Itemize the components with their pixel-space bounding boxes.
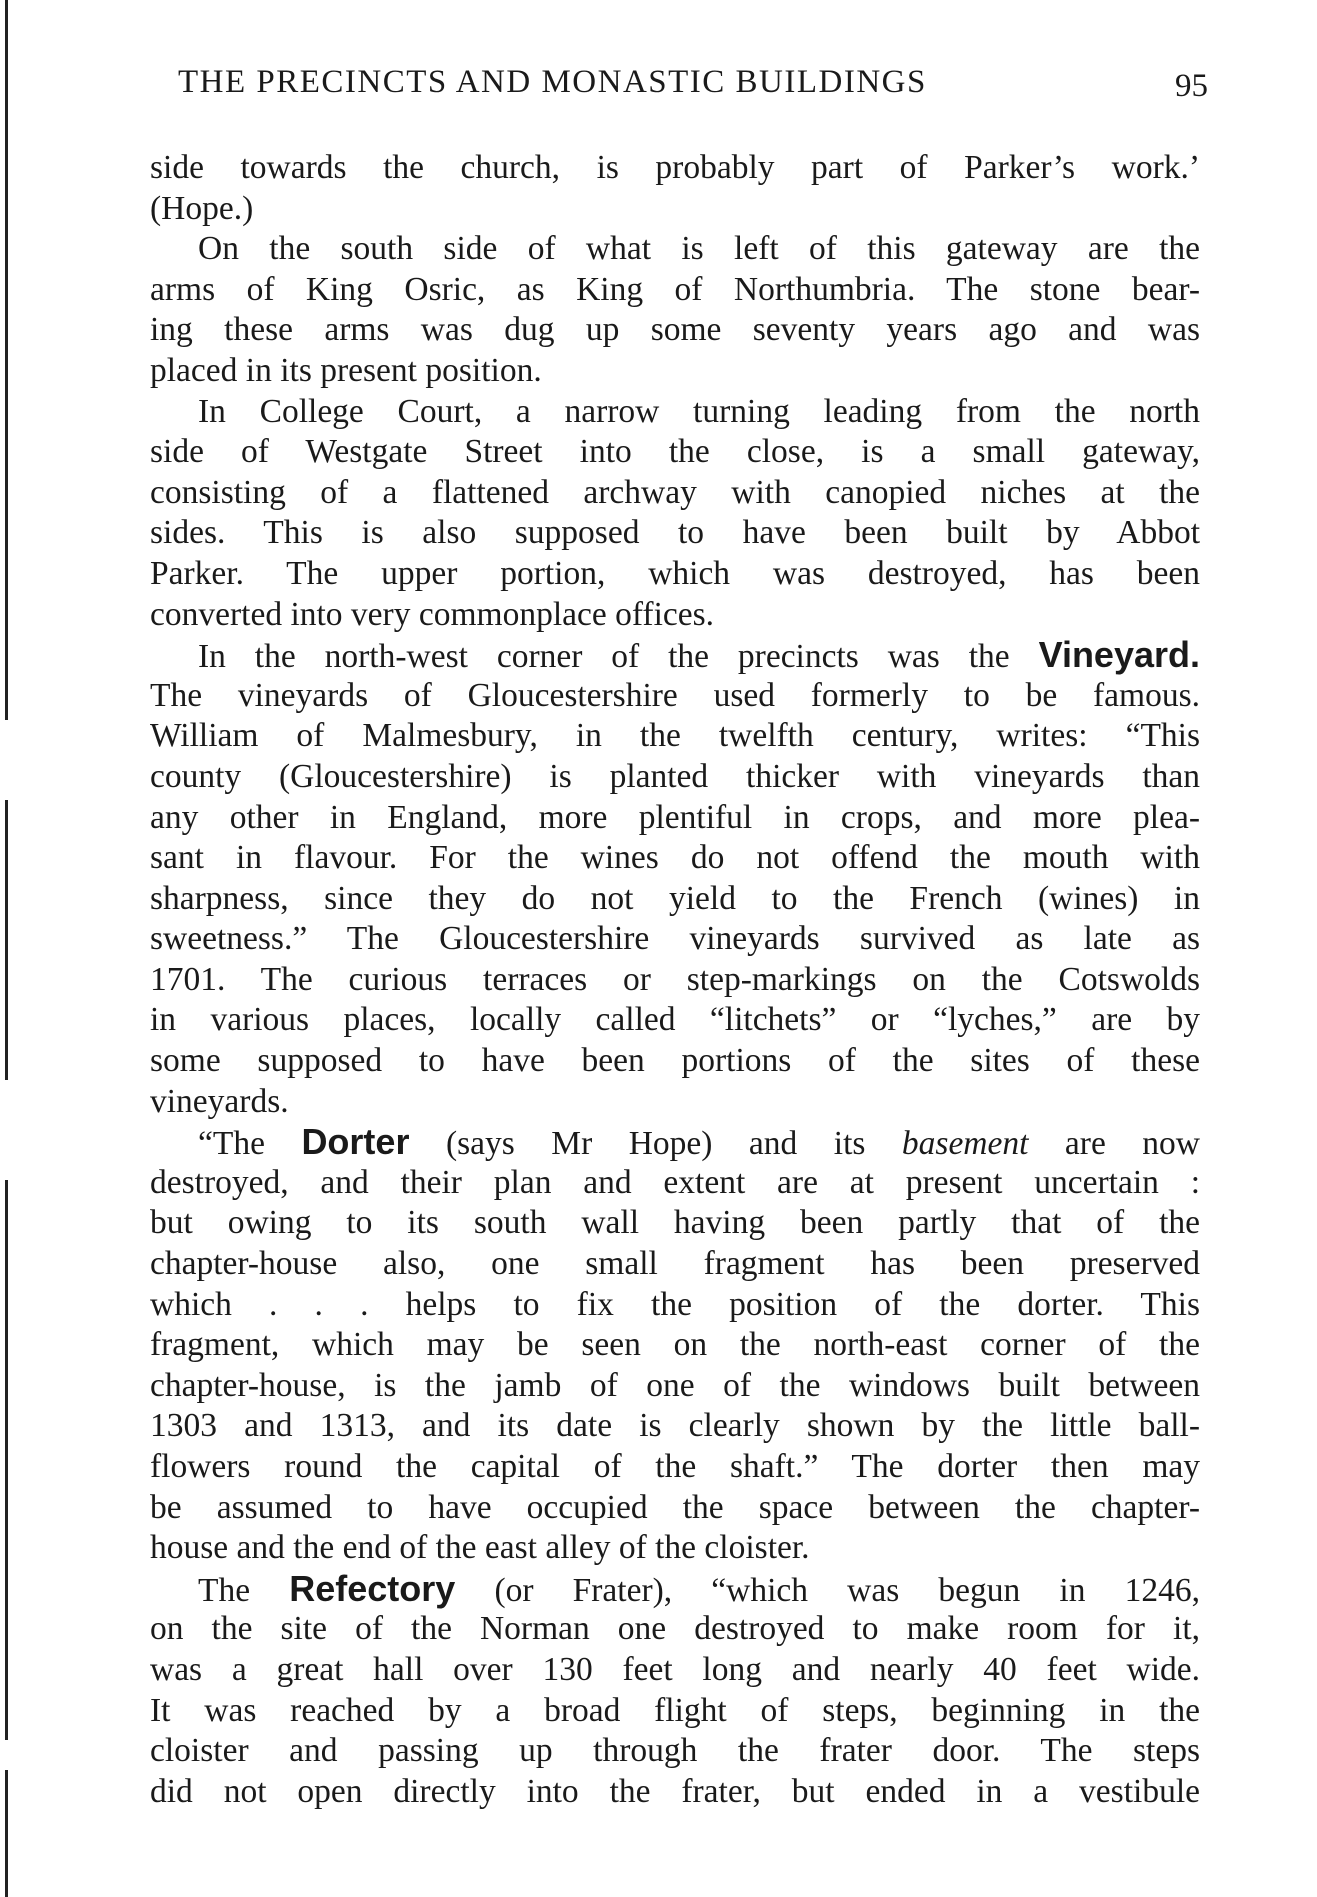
text-run: destroyed, and their plan and extent are at present uncertain : bbox=[150, 1163, 1200, 1201]
text-line bbox=[150, 960, 1200, 1001]
text-run: sides. This is also supposed to have been built by Abbot bbox=[150, 514, 1200, 552]
paragraph bbox=[150, 635, 1200, 1122]
bold-heading-term: Dorter bbox=[301, 1121, 410, 1163]
running-title: THE PRECINCTS AND MONASTIC BUILDINGS bbox=[178, 64, 927, 100]
text-line bbox=[150, 1691, 1200, 1732]
text-line bbox=[150, 1528, 1200, 1569]
text-line bbox=[150, 838, 1200, 879]
text-run: but owing to its south wall having been partly that of the bbox=[150, 1204, 1200, 1242]
text-line bbox=[150, 229, 1200, 270]
text-line bbox=[150, 189, 1200, 230]
text-run: on the site of the Norman one destroyed to make room for it, bbox=[150, 1610, 1200, 1648]
text-run: arms of King Osric, as King of Northumbria. The stone bear- bbox=[150, 270, 1200, 308]
paragraph bbox=[150, 1122, 1200, 1569]
text-line bbox=[150, 1609, 1200, 1650]
text-run: 1701. The curious terraces or step-markings on the Cotswolds bbox=[150, 960, 1200, 998]
page-edge-mark bbox=[5, 1770, 8, 1897]
text-run: flowers round the capital of the shaft.” The dorter then may bbox=[150, 1448, 1200, 1485]
text-line bbox=[150, 757, 1200, 798]
bold-heading-term: Refectory bbox=[289, 1567, 456, 1609]
text-run: (Hope.) bbox=[150, 189, 254, 227]
text-line bbox=[150, 1000, 1200, 1041]
text-run: William of Malmesbury, in the twelfth century, writes: “This bbox=[150, 717, 1200, 755]
text-line bbox=[150, 595, 1200, 636]
text-line bbox=[150, 554, 1200, 595]
page-number: 95 bbox=[1175, 68, 1208, 104]
text-line bbox=[150, 1772, 1200, 1813]
text-run: was a great hall over 130 feet long and nearly 40 feet wide. bbox=[150, 1650, 1200, 1688]
text-run: It was reached by a broad flight of steps, beginning in the bbox=[150, 1691, 1200, 1729]
text-line bbox=[150, 1650, 1200, 1691]
text-run: 1303 and 1313, and its date is clearly shown by the little ball- bbox=[150, 1407, 1200, 1445]
text-run: fragment, which may be seen on the north-east corner of the bbox=[150, 1326, 1200, 1364]
text-run: consisting of a flattened archway with canopied niches at the bbox=[150, 473, 1200, 511]
text-run: cloister and passing up through the frater door. The steps bbox=[150, 1732, 1200, 1770]
text-run: sant in flavour. For the wines do not offend the mouth with bbox=[150, 839, 1200, 877]
text-line bbox=[150, 392, 1200, 433]
text-run: house and the end of the east alley of the cloister. bbox=[150, 1529, 810, 1567]
text-run: in various places, locally called “litchets” or “lyches,” are by bbox=[150, 1001, 1200, 1039]
text-line bbox=[150, 1325, 1200, 1366]
text-run: “The bbox=[198, 1125, 302, 1163]
text-line bbox=[150, 1447, 1200, 1488]
text-run: In College Court, a narrow turning leading from the north bbox=[198, 392, 1200, 430]
text-run: county (Gloucestershire) is planted thicker with vineyards than bbox=[150, 757, 1200, 795]
text-run: On the south side of what is left of this gateway are the bbox=[198, 230, 1200, 268]
text-line bbox=[150, 1366, 1200, 1407]
text-line bbox=[150, 798, 1200, 839]
text-line bbox=[150, 1163, 1200, 1204]
text-line bbox=[150, 148, 1200, 189]
text-line bbox=[150, 1122, 1200, 1163]
text-run: ing these arms was dug up some seventy years ago and was bbox=[150, 311, 1200, 349]
text-line bbox=[150, 879, 1200, 920]
body-text bbox=[150, 148, 1200, 1812]
text-line bbox=[150, 1569, 1200, 1610]
text-line bbox=[150, 513, 1200, 554]
text-line bbox=[150, 1406, 1200, 1447]
text-run: In the north-west corner of the precincts was the bbox=[198, 638, 1039, 676]
text-run: are now bbox=[1028, 1125, 1200, 1163]
text-run: chapter-house, is the jamb of one of the windows built between bbox=[150, 1366, 1200, 1404]
italic-term: basement bbox=[901, 1125, 1029, 1163]
bold-heading-term: Vineyard. bbox=[1038, 634, 1200, 676]
text-line bbox=[150, 1041, 1200, 1082]
paragraph bbox=[150, 148, 1200, 229]
paragraph bbox=[150, 392, 1200, 636]
text-run: which . . . helps to fix the position of the dorter. This bbox=[150, 1285, 1200, 1323]
paragraph bbox=[150, 1569, 1200, 1813]
text-line bbox=[150, 1203, 1200, 1244]
text-line bbox=[150, 270, 1200, 311]
text-run: placed in its present position. bbox=[150, 351, 542, 389]
page-edge-mark bbox=[5, 1180, 8, 1740]
text-run: (says Mr Hope) and its bbox=[409, 1125, 902, 1163]
text-line bbox=[150, 432, 1200, 473]
text-line bbox=[150, 919, 1200, 960]
text-line bbox=[150, 635, 1200, 676]
text-run: converted into very commonplace offices. bbox=[150, 595, 715, 633]
text-line bbox=[150, 1488, 1200, 1529]
text-run: some supposed to have been portions of the sites of these bbox=[150, 1042, 1200, 1080]
text-run: any other in England, more plentiful in crops, and more plea- bbox=[150, 798, 1200, 836]
text-line bbox=[150, 473, 1200, 514]
text-line bbox=[150, 1285, 1200, 1326]
text-run: did not open directly into the frater, but ended in a vestibule bbox=[150, 1772, 1200, 1810]
text-run: The vineyards of Gloucestershire used formerly to be famous. bbox=[150, 676, 1200, 714]
text-run: side towards the church, is probably part of Parker’s work.’ bbox=[150, 149, 1200, 186]
text-run: Parker. The upper portion, which was destroyed, has been bbox=[150, 554, 1200, 592]
page-edge-mark bbox=[5, 800, 8, 1080]
text-run: The bbox=[198, 1571, 290, 1609]
text-run: side of Westgate Street into the close, is a small gateway, bbox=[150, 433, 1200, 471]
text-run: (or Frater), “which was begun in 1246, bbox=[455, 1571, 1200, 1609]
text-run: vineyards. bbox=[150, 1082, 289, 1120]
text-run: sharpness, since they do not yield to the French (wines) in bbox=[150, 879, 1200, 917]
text-line bbox=[150, 676, 1200, 717]
text-run: sweetness.” The Gloucestershire vineyards survived as late as bbox=[150, 920, 1200, 958]
page-header bbox=[178, 64, 1208, 108]
text-line bbox=[150, 716, 1200, 757]
text-line bbox=[150, 1244, 1200, 1285]
text-line bbox=[150, 1731, 1200, 1772]
text-run: chapter-house also, one small fragment has been preserved bbox=[150, 1245, 1200, 1283]
paragraph bbox=[150, 229, 1200, 391]
text-line bbox=[150, 1082, 1200, 1123]
text-line bbox=[150, 310, 1200, 351]
page-edge-mark bbox=[5, 0, 8, 720]
text-run: be assumed to have occupied the space between the chapter- bbox=[150, 1488, 1200, 1526]
text-line bbox=[150, 351, 1200, 392]
